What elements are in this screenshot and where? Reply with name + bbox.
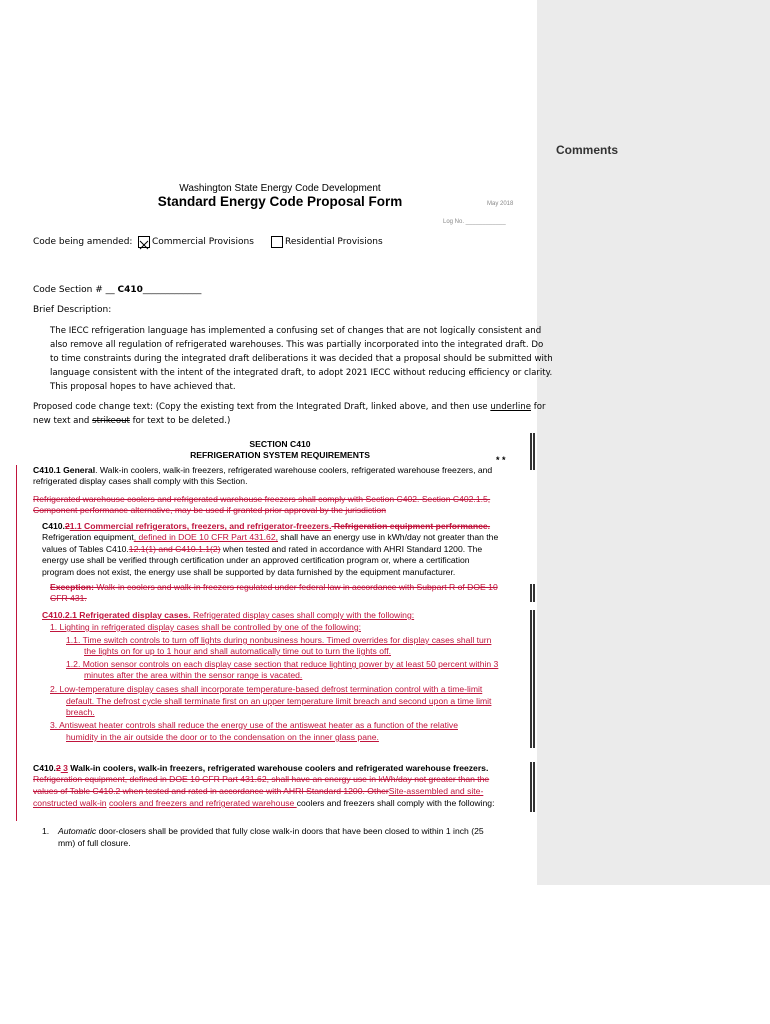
commercial-checkbox[interactable] xyxy=(138,236,150,248)
c4101-line2: refrigerated display cases shall comply with this Section. xyxy=(33,476,248,486)
revision-margin-line xyxy=(16,465,17,821)
c4103-item1-line2: mm) of full closure. xyxy=(58,838,131,848)
commercial-label: Commercial Provisions xyxy=(152,237,254,247)
c4103-line3: constructed walk-in coolers and freezers and refrigerated warehouse coolers and freezers shall comply with the following: xyxy=(33,798,495,808)
change-bar xyxy=(533,584,535,602)
change-bar xyxy=(533,762,535,812)
display-item-3-cont: humidity in the air outside the door or to the condensation on the inner glass pane. xyxy=(66,732,379,742)
display-item-2-cont2: breach. xyxy=(66,707,95,717)
code-section-line: Code Section # __ C410_____________ xyxy=(33,285,202,295)
display-item-1-1-cont: the lights on for up to 1 hour and shall automatically time out to turn the lights off. xyxy=(84,646,392,656)
change-bar xyxy=(533,610,535,748)
change-bar xyxy=(530,584,532,602)
residential-checkbox[interactable] xyxy=(271,236,283,248)
display-item-1-2: 1.2. Motion sensor controls on each display case section that reduce lighting power by at least 50 percent within 3 xyxy=(66,659,499,669)
section-subheading: REFRIGERATION SYSTEM REQUIREMENTS xyxy=(190,450,370,460)
display-item-1: 1. Lighting in refrigerated display cases shall be controlled by one of the following: xyxy=(50,622,361,632)
c4103-item1-number: 1. xyxy=(42,826,50,836)
c4103-heading: C410.2 3 Walk-in coolers, walk-in freezers, refrigerated warehouse coolers and refrigerated warehouse freezers. xyxy=(33,763,489,773)
display-item-2: 2. Low-temperature display cases shall incorporate temperature-based defrost termination control with a time-limit xyxy=(50,684,483,694)
log-number: Log No. ____________ xyxy=(443,219,506,225)
c4102-line3: energy use shall be verified through certification under an approved certification program or, where a certification xyxy=(42,555,470,565)
change-bar xyxy=(530,433,532,470)
display-item-2-cont1: default. The defrost cycle shall terminate first on an upper temperature limit breach and second upon a time limit xyxy=(66,696,492,706)
c4103-item1-line1: Automatic door-closers shall be provided that fully close walk-in doors that have been closed to within 1 inch (25 xyxy=(58,826,484,836)
org-line: Washington State Energy Code Development xyxy=(179,183,381,194)
display-item-3: 3. Antisweat heater controls shall reduce the energy use of the antisweat heater as a function of the relative xyxy=(50,720,458,730)
change-bar xyxy=(530,610,532,748)
form-title: Standard Energy Code Proposal Form xyxy=(157,194,403,209)
c4102-line2: values of Tables C410.12.1(1) and C410.1.1(2) when tested and rated in accordance with AHRI Standard 1200. The xyxy=(42,544,483,554)
c4103-line2: values of Table C410.2 when tested and rated in accordance with AHRI Standard 1200. OtherSite-assembled and site- xyxy=(33,786,484,796)
code-section-value: C410 xyxy=(117,285,143,295)
c4101-deleted-line1: Refrigerated warehouse coolers and refrigerated warehouse freezers shall comply with Section C402. Section C402.1.5, xyxy=(33,494,491,504)
comments-pane-title: Comments xyxy=(556,143,619,157)
exception-line2: CFR 431. xyxy=(50,593,87,603)
c4101-line1: C410.1 General. Walk-in coolers, walk-in freezers, refrigerated warehouse coolers, refrigerated warehouse freezers, and xyxy=(33,465,493,475)
brief-description: The IECC refrigeration language has implemented a confusing set of changes that are not logically consistent and also remove all regulation of refrigerated warehouses. This was partially incorporated into the integrated draft. Do to time constraints during the integrated draft deliberations it was decided that a proposal should be submitted with language consistent with the intent of the integrated draft, to adopt 2021 IECC without reducing efficiency or clarity. This proposal hopes to have achieved that. xyxy=(50,326,553,392)
section-heading: SECTION C410 xyxy=(249,439,311,449)
c4102-line1: Refrigeration equipment, defined in DOE 10 CFR Part 431.62, shall have an energy use in kWh/day not greater than the xyxy=(42,532,499,542)
c41021-heading: C410.2.1 Refrigerated display cases. Refrigerated display cases shall comply with the following: xyxy=(42,610,415,620)
code-amended-label: Code being amended: xyxy=(33,237,133,247)
proposed-instructions: Proposed code change text: (Copy the existing text from the Integrated Draft, linked above, and then use underline for new text and strikeout for text to be deleted.) xyxy=(33,402,546,426)
change-stars: * * xyxy=(496,455,506,465)
check-x-icon xyxy=(139,240,149,250)
change-bar xyxy=(530,762,532,812)
c4101-deleted-line2: Component performance alternative, may be used if granted prior approval by the jurisdiction xyxy=(33,505,387,515)
exception-line1: Exception: Walk-in coolers and walk-in freezers regulated under federal law in accordance with Subpart R of DOE 10 xyxy=(50,582,498,592)
form-date: May 2018 xyxy=(487,201,514,207)
display-item-1-1: 1.1. Time switch controls to turn off lights during nonbusiness hours. Timed overrides for display cases shall turn xyxy=(66,635,492,645)
display-item-1-2-cont: minutes after the area within the sensor range is vacated. xyxy=(84,670,303,680)
brief-label: Brief Description: xyxy=(33,305,112,315)
change-bar xyxy=(533,433,535,470)
residential-label: Residential Provisions xyxy=(285,237,383,247)
c4102-heading: C410.21.1 Commercial refrigerators, freezers, and refrigerator-freezers. Refrigeration equipment performance. xyxy=(42,521,491,531)
c4103-deleted-line1: Refrigeration equipment, defined in DOE 10 CFR Part 431.62, shall have an energy use in kWh/day not greater than the xyxy=(33,774,490,784)
comments-pane xyxy=(537,0,770,885)
c4102-line4: program does not exist, the energy use shall be supported by data furnished by the equipment manufacturer. xyxy=(42,567,456,577)
